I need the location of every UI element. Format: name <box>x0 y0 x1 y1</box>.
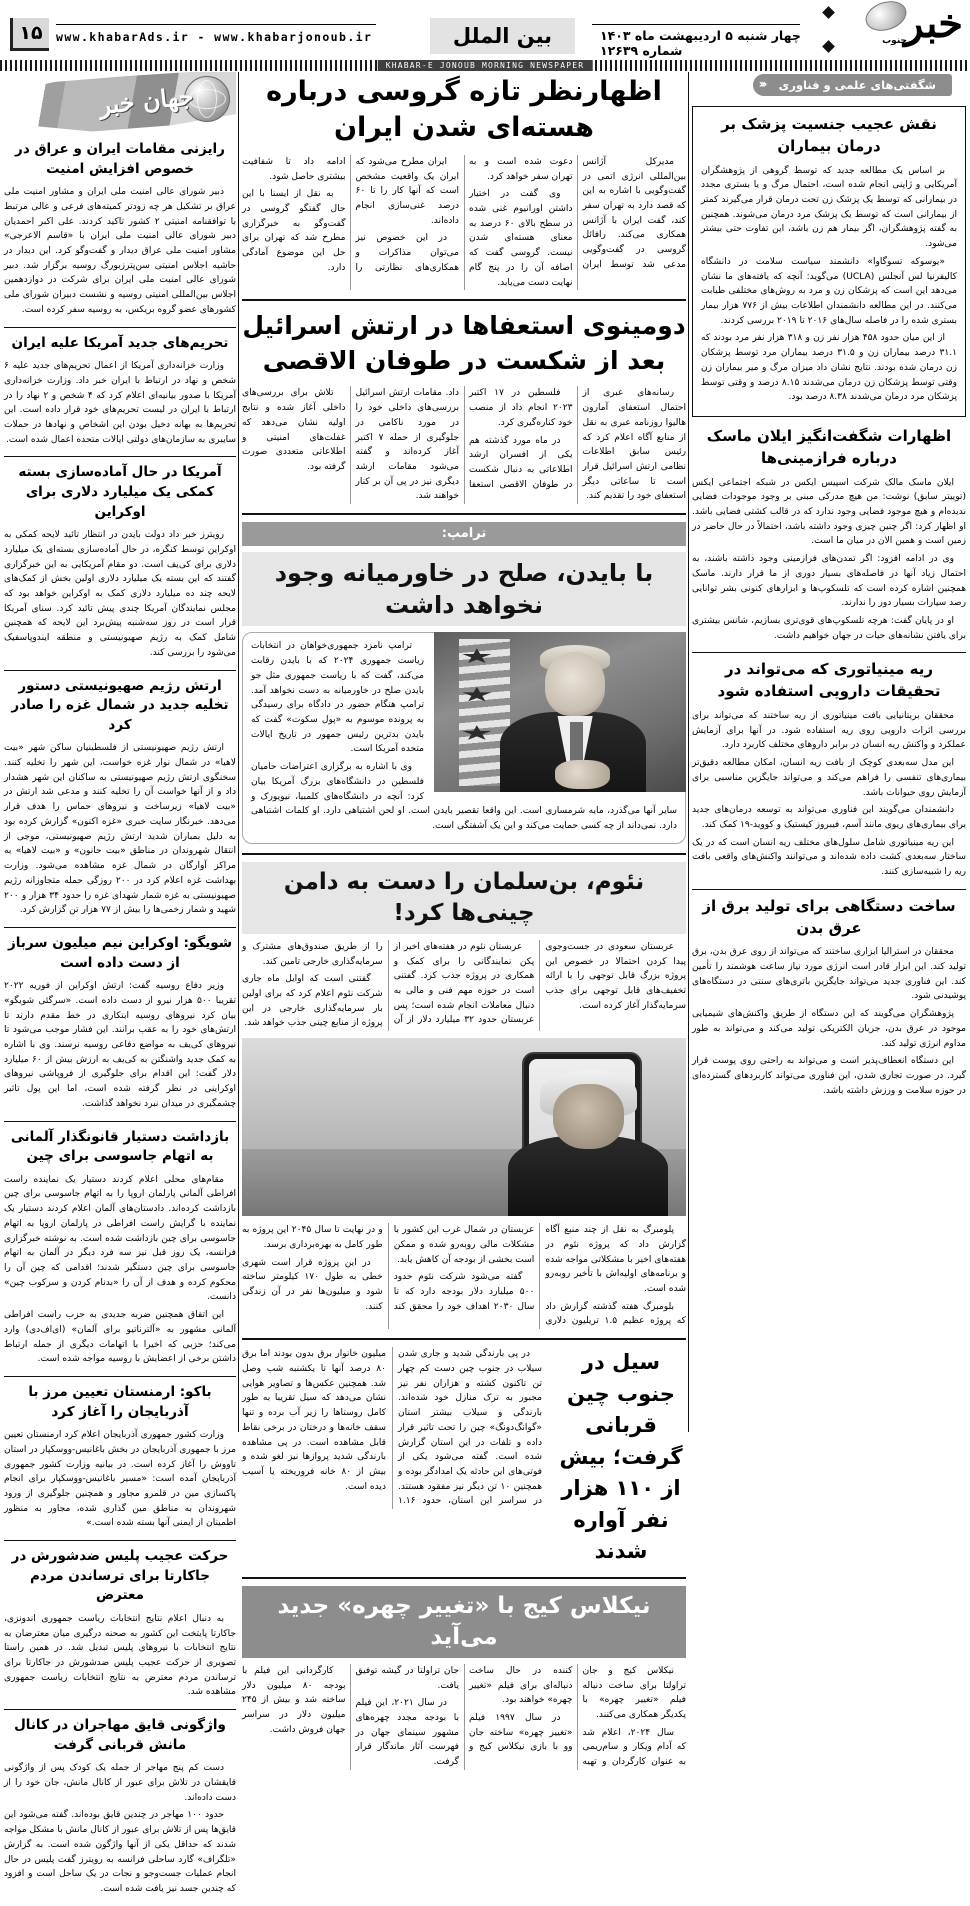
banner-title: جهان خبر <box>98 81 196 120</box>
article-body <box>242 386 686 504</box>
article-body <box>692 945 966 1098</box>
article-headline: دومینوی استعفاها در ارتش اسرائیل بعد از شکست در طوفان الاقصی <box>242 311 686 376</box>
article <box>4 1383 236 1531</box>
paragraph: به نقل از ایسنا با این حال گفتگو گروسی در گفت‌وگو به خبرگزاری مطرح شد که تهران برای حل این موضوع آمادگی دارد. <box>242 189 346 273</box>
newspaper-logo <box>820 2 965 58</box>
paragraph: فلسطین در ۱۷ اکتبر ۲۰۲۳ انجام داد از منصب خود کناره‌گیری کرد. <box>469 388 573 428</box>
cage-article <box>242 1586 686 1770</box>
globe-icon <box>862 0 911 36</box>
paragraph: رویترز خبر داد دولت بایدن در انتظار تائید لایحه کمکی به اوکراین توسط کنگره، در حال آماده‌سازی بسته‌ای یک میلیارد دلاری برای کی‌یف است. دو مقام آمریکایی به این خبرگزاری گفتند که این بسته یک میلیارد دلاری اولین بخش از کمک‌های لایحه چند ده میلیارد دلاری کمک به اوکراین خواهد بود که مجلس نمایندگان آمریکا چندی پیش تائید کرد. سنای آمریکا قرار است در روز سه‌شنبه پیش‌برد این لایحه که همچنین شامل کمک به رژیم صهیونیستی و منطقه ایندوپاسفیک می‌شود را بررسی کند. <box>4 530 236 658</box>
article-body <box>4 528 236 660</box>
diamond-icon <box>822 6 835 19</box>
paragraph: این ریه مینیاتوری شامل سلول‌های مختلف ریه انسان است که در یک ساختار سه‌بعدی کشت داده شده‌اند و می‌توانند واکنش‌های واقعی بافت ریه را شبیه‌سازی کنند. <box>692 837 966 878</box>
website-urls[interactable]: www.khabarAds.ir - www.khabarjonoub.ir <box>56 30 373 44</box>
paragraph: گفتنی است که اوایل ماه جاری شرکت نئوم اعلام کرد که برای اولین بار سرمایه‌گذاری خارجی در این پروژه از منابع چینی جذب خواهد شد. <box>242 974 383 1029</box>
paragraph: دست کم پنج مهاجر از جمله یک کودک پس از واژگونی قایقشان در تلاش برای عبور از کانال مانش، جان خود را از دست داده‌اند. <box>4 1763 236 1803</box>
divider <box>242 1577 686 1579</box>
article-headline: تحریم‌های جدید آمریکا علیه ایران <box>11 334 229 351</box>
science-section-header <box>692 72 966 102</box>
article-headline: ارتش رژیم صهیونیستی دستور تخلیه جدید در شمال غزه را صادر کرد <box>11 677 229 733</box>
paragraph: دانشمندان می‌گویند این فناوری می‌تواند به توسعه درمان‌های جدید برای بیماری‌های ریوی مانند آسم، فیبروز کیستیک و کووید-۱۹ کمک کند. <box>692 805 966 830</box>
article <box>4 463 236 660</box>
neom-article <box>242 862 686 1329</box>
article <box>4 1547 236 1700</box>
trump-article <box>242 522 686 844</box>
article <box>692 426 966 643</box>
article-body-bottom <box>242 1223 686 1329</box>
divider <box>4 1709 236 1710</box>
right-column <box>692 72 966 1108</box>
divider <box>4 1376 236 1377</box>
article <box>4 677 236 918</box>
divider <box>4 456 236 457</box>
chevron-left-icon: ‹‹‹ <box>758 77 765 91</box>
diamond-icon <box>822 40 835 53</box>
article-body <box>4 979 236 1111</box>
lead-headline: اظهارنظر تازه گروسی درباره هسته‌ای شدن ایران <box>266 76 662 144</box>
article-body <box>4 741 236 918</box>
article-headline: آمریکا در حال آماده‌سازی بسته کمکی یک میلیارد دلاری برای اوکراین <box>18 464 222 520</box>
flood-body-wrap <box>242 1347 542 1509</box>
divider <box>4 1121 236 1122</box>
paragraph: این مدل سه‌بعدی کوچک از بافت ریه انسان، امکان مطالعه دقیق‌تر بیماری‌های تنفسی را فراهم می‌کند و می‌تواند جایگزین مناسبی برای آزمایش روی حیوانات باشد. <box>692 758 966 798</box>
paragraph: وزیر دفاع روسیه گفت: ارتش اوکراین از فوریه ۲۰۲۲ تقریبا ۵۰۰ هزار نیرو از دست داده است. «سرگئی شویگو» بیان کرد نیروهای روسیه ابتکاری در خط مقدم دارند تا ارتش‌های خود را به عقب برانند. این فشار موجب می‌شود تا نیروهای کی‌یف به مواضع دفاعی روسیه نرسند. وی با اشاره به کمک جدید واشنگتن به کی‌یف به ارزش بیش از ۶۰ میلیارد دلار گفت: این اقدام برای جلوگیری از فروپاشی نیروهای اوکراینی در نظر گرفته شده است، اما این پول تاثیر چشمگیری در میدان نبرد نخواهد گذاشت. <box>4 981 236 1109</box>
paragraph: ترامپ نامزد جمهوری‌خواهان در انتخابات ریاست جمهوری ۲۰۲۴ که با بایدن رقابت می‌کند، گفت که با ریاست جمهوری مثل جو بایدن صلح در خاورمیانه به دست نخواهد آمد. ترامپ هنگام حضور در دادگاه برای رسیدگی به پرونده موسوم به «پول سکوت» گفت که بایدن بدترین رئیس جمهور در تاریخ ایالات متحده آمریکا است. <box>251 641 424 755</box>
article-body <box>242 1347 542 1509</box>
paragraph: پلومبرگ به نقل از چند منبع آگاه گزارش داد که پروژه نئوم در هفته‌های اخیر با مشکلاتی مواجه شده و برنامه‌های اولیه‌اش با تأخیر روبه‌رو شده است. <box>545 1225 686 1295</box>
article-body <box>4 359 236 447</box>
article <box>4 140 236 318</box>
divider <box>242 513 686 515</box>
divider <box>242 299 686 301</box>
paragraph: وزارت کشور جمهوری آذربایجان اعلام کرد ارمنستان تعیین مرز با جمهوری آذربایجان در بخش باغانیس-ووسکپار در استان تاووش را آغاز کرده است. در بیانیه وزارت کشور جمهوری آذربایجان آمده است: «مسیر باغانیس-ووسکپار برای انجام پاکسازی مین در قلمرو مجاور و همچنین جلوگیری از ورود شهروندان به مناطق مین گذاری شده، مجاور به منظور اطمینان از ایمنی آنها بسته شده است.» <box>4 1430 236 1529</box>
paragraph: در سال ۱۹۹۷ فیلم «تغییر چهره» ساخته جان وو با بازی نیکلاس کیج و جان تراولتا در گیشه توفیق یافت. <box>355 1665 573 1753</box>
paragraph: ایلان ماسک مالک شرکت اسپیس ایکس در شبکه اجتماعی ایکس (توییتر سابق) نوشت: من هیچ مدرکی مبنی بر وجود موجودات فضایی ندیده‌ام و هیچ موجود فضایی وجود ندارد که در قالب کشتی فضایی باشد. او اظهار کرد: اگر چنین چیزی وجود داشته باشد، احتمالاً در حال حاضر در زمین است و همین الان در میان ما است. <box>692 477 966 547</box>
divider <box>692 889 966 890</box>
article-headline: ساخت دستگاهی برای تولید برق از عرق بدن <box>702 896 956 937</box>
paragraph: محققان در استرالیا ابزاری ساختند که می‌تواند از روی عرق بدن، برق تولید کند. این ابزار قادر است انرژی مورد نیاز ساعت هوشمند را تأمین کند. این فناوری جدید می‌تواند جایگزین باتری‌های سنتی در دستگاه‌های پوشیدنی شود. <box>692 947 966 1002</box>
article-headline: رایزنی مقامات ایران و عراق در خصوص افزایش امنیت <box>15 141 225 177</box>
article-headline: نقش عجیب جنسیت پزشک بر درمان بیماران <box>721 115 937 155</box>
trump-photo <box>434 632 686 792</box>
article-body <box>692 709 966 880</box>
issue-date-line: چهار شنبه ۵ اردیبهشت ماه ۱۴۰۳ شماره ۱۲۶۳۹ <box>600 28 801 58</box>
face-shape <box>545 652 605 716</box>
paragraph: پژوهشگران می‌گویند که این دستگاه از طریق واکنش‌های شیمیایی موجود در عرق بدن، جریان الکتریکی تولید می‌کند و می‌تواند به طور مداوم انرژی تولید کند. <box>692 1009 966 1049</box>
article-kicker: ترامپ: <box>242 522 686 546</box>
paragraph: در این خصوص نیز می‌توان مذاکرات و همکاری‌های نظارتی را ادامه داد تا شفافیت بیشتری حاصل شود. <box>242 156 459 273</box>
paragraph: وی با اشاره به برگزاری اعتراضات حامیان فلسطین در دانشگاه‌های بزرگ آمریکا بیان کرد: آنچه در دانشگاه‌های کلمبیا، نیویورک و سایر آنها می‌گذرد، مایه شرمساری است. این واقعا تقصیر بایدن است. او لحن اشتباهی دارد. او کلمات اشتباهی دارد. نمی‌داند از چه کسی حمایت می‌کند و این یک آشفتگی است. <box>251 762 677 832</box>
article <box>692 659 966 879</box>
article-headline: واژگونی قایق مهاجران در کانال مانش قربانی گرفت <box>14 1717 226 1753</box>
article-headline: نئوم، بن‌سلمان را دست به دامن چینی‌ها کرد! <box>242 862 686 934</box>
paragraph: در پی بارندگی شدید و جاری شدن سیلاب در جنوب چین دست کم چهار تن تاکنون کشته و هزاران نفر نیز مجبور به ترک منازل خود شده‌اند. بارندگی و سیلاب بیشتر استان «گوانگ‌دونگ» چین را تحت تاثیر قرار داده و تلفات در این استان گزارش شده است. گفته می‌شود یکی از فوتی‌های این حادثه یک امدادگر بوده و همچنین ۱۰ تن دیگر نیز مفقود هستند. در سراسر این استان، حدود ۱.۱۶ میلیون خانوار برق بدون بودند اما برق ۸۰ درصد آنها تا یکشنبه شب وصل شد. همچنین عکس‌ها و تصاویر هوایی نشان می‌دهد که سیل تقریبا به طور کامل روستاها را زیر آب برده و تنها سقف خانه‌ها و درختان در برخی نقاط قابل مشاهده است. در پی مشاهده بارندگی شدید پروازها نیز لغو شده و بیش از ۸۰ خانه فروریخته یا آسیب دیده است. <box>242 1349 542 1507</box>
masthead-rule-right <box>592 24 800 25</box>
article-headline: با بایدن، صلح در خاورمیانه وجود نخواهد داشت <box>242 552 686 627</box>
paragraph: به دنبال اعلام نتایج انتخابات ریاست جمهوری اندونزی، جاکارتا پایتخت این کشور به صحنه درگیری میان معترضان به نتایج انتخابات با نیروهای پلیس تبدیل شد. در همین راستا تصویری از حرکت عجیب پلیس ضدشورش در جاکارتا برای ترساندن مردم معترض به نتایج انتخابات ریاست جمهوری مشاهده شد. <box>4 1613 236 1698</box>
paragraph: وی در ادامه افزود: اگر تمدن‌های فرازمینی وجود داشته باشند، به احتمال زیاد آنها در فاصله‌های بسیار دوری از ما قرار دارند. ماسک همچنین اشاره کرده است که تلسکوپ‌ها و ابزارهای کنونی بشر توانایی رصد سیارات بسیار دور را ندارند. <box>692 554 966 609</box>
paragraph: محققان بریتانیایی بافت مینیاتوری از ریه ساختند که می‌تواند برای بررسی اثرات دارویی روی ریه استفاده شود. در آنها برای آزمایش عملکرد و واکنش ریه انسان در برابر داروهای مختلف کاربرد دارد. <box>692 710 966 751</box>
logo-subtitle: جنوب <box>882 36 907 46</box>
mbs-photo <box>242 1038 686 1216</box>
section-chip <box>753 74 952 96</box>
section-title: بین الملل <box>430 18 575 54</box>
masthead <box>0 0 970 62</box>
paragraph: گفته می‌شود شرکت نئوم حدود ۵۰۰ میلیارد دلار بودجه دارد که تا سال ۲۰۳۰ اهداف خود را محقق کند و در نهایت تا سال ۲۰۴۵ این پروژه به طور کامل به بهره‌برداری برسد. <box>242 1225 535 1312</box>
paragraph: عربستان سعودی در جست‌وجوی پیدا کردن احتمالا در خصوص این پروژه بزرگ قابل توجهی را با ارائه تخفیف‌های قابل توجهی برای جذب سرمایه‌گذار آغاز کرده است. <box>545 941 686 1011</box>
divider <box>242 853 686 855</box>
flood-article <box>242 1347 686 1568</box>
divider <box>242 1338 686 1340</box>
logo-wordmark: خبر <box>904 0 963 47</box>
article <box>4 1128 236 1367</box>
article-headline: باکو: ارمنستان تعیین مرز با آذربایجان را آغاز کرد <box>28 1384 212 1420</box>
divider <box>4 927 236 928</box>
paragraph: ارتش رژیم صهیونیستی از فلسطینیان ساکن شهر «بیت لاهیا» در شمال نوار غزه خواست، این شهر را تخلیه کنند. سخنگوی ارتش رژیم صهیونیستی به ساکنان این شهر هشدار داد و از آنها خواست آن را تخلیه کنند و مدعی شد ارتش در «بیت لاهیا» زیرساخت و نیروهای حماس را هدف قرار می‌دهد. خبرنگار سایت خبری «غزه اکنون» گزارش کرده بود به دلیل بمباران شدید ارتش رژیم صهیونیستی، موجی از انتقال شهروندان در مناطق «بیت حانون» و «بیت لاهیا» به مراکز آوارگان در شمال غزه مشاهده می‌شود. وزارت بهداشت غزه اعلام کرد در ۲۰۰ روزگی حمله متجاوزانه رژیم صهیونیستی به غزه شمار شهدای غزه را حدود ۳۴ هزار و ۲۰۰ شهید و شمار زخمی‌ها را بیش از ۷۷ هزار تن گزارش کرد. <box>4 743 237 916</box>
article-headline: بازداشت دستیار قانونگذار آلمانی به اتهام جاسوسی برای چین <box>10 1128 230 1165</box>
section-chip-label: شگفتی‌های علمی و فناوری <box>778 78 936 92</box>
article <box>4 934 236 1112</box>
face-shape <box>553 1084 624 1148</box>
divider <box>4 327 236 328</box>
left-column <box>4 72 236 1906</box>
middle-column <box>242 72 686 1779</box>
divider <box>692 652 966 653</box>
article-headline: نیکلاس کیج با «تغییر چهره» جدید می‌آید <box>242 1586 686 1658</box>
article-body <box>4 1428 236 1531</box>
world-news-banner <box>4 72 236 134</box>
paragraph: بر اساس یک مطالعه جدید که توسط گروهی از پژوهشگران آمریکایی و ژاپنی انجام شده است، احتمال مرگ و یا بستری مجدد در بیمارانی که توسط یک پزشک زن تحت درمان قرار می‌گیرند کمتر از بیمارانی است که توسط یک پزشک مرد درمان می‌شوند. همچنین به گفته پژوهشگران، اگر بیمار هم زن باشد، این تفاوت حتی بیشتر می‌شود. <box>701 165 957 250</box>
article-body <box>4 1173 236 1367</box>
article-headline: اظهارات شگفت‌انگیز ایلان ماسک درباره فرازمینی‌ها <box>706 427 952 467</box>
paragraph: از این میان حدود ۴۵۸ هزار نفر زن و ۳۱۸ هزار نفر مرد بودند که ۳۱.۱ درصد بیماران زن و ۳۱.۵ درصد بیماران مرد توسط پزشکان زن درمان شده بودند. نتایج نشان داد میزان مرگ و میر بیماران زن وقتی توسط پزشکان زن درمان می‌شدند ۸.۱۵ درصد و وقتی توسط پزشکان مرد درمان می‌شدند ۸.۳۸ درصد بود. <box>701 333 957 403</box>
article-headline: حرکت عجیب پلیس ضدشورش در جاکارتا برای ترساندن مردم معترض <box>11 1548 229 1604</box>
article <box>4 1716 236 1897</box>
page-number: ۱۵ <box>10 18 49 51</box>
paragraph: «یوسوکه تسوگاوا» دانشمند سیاست سلامت در دانشگاه کالیفرنیا لس آنجلس (UCLA) می‌گوید: آنچه که یافته‌های ما نشان می‌دهد این است که پزشکان زن و مرد به روش‌های مختلفی طبابت می‌کنند. در این مطالعه دانشمندان اطلاعات بیش از ۷۷۶ هزار بیمار بستری شده را در فاصله سال‌های ۲۰۱۶ تا ۲۰۱۹ بررسی کردند. <box>701 256 957 326</box>
article-body <box>242 1664 686 1770</box>
article-headline: شویگو: اوکراین نیم میلیون سرباز از دست داده است <box>7 934 233 971</box>
paragraph: وی گفت در اختیار داشتن اورانیوم غنی شده در سطح بالای ۶۰ درصد به معنای هسته‌ای شدن نیست. گروسی گفت که اصافه آن را در پنج گام نهایت دست می‌یابد. <box>469 189 573 288</box>
article <box>692 106 966 417</box>
paragraph: دبیر شورای عالی امنیت ملی ایران و مشاور امنیت ملی عراق بر تشکیل هر چه زودتر کمیته‌های فرعی و عالی مرتبط با توافقنامه امنیتی ۲ کشور تاکید کردند. علی اکبر احمدیان دبیر شورای عالی امنیت ملی ایران با «قاسم الاعرجی» مشاور امنیت ملی عراق دیدار و گفت‌وگو کرد. این دیدار در حاشیه اجلاس امنیتی سن‌پترزبورگ روسیه برگزار شد. دبیر شورای عالی امنیت ملی ایران برای شرکت در دوازدهمین اجلاس بین‌المللی امنیتی روسیه و نشست دبیران شورای ملی کشورهای عضو گروه بریکس، به روسیه سفر کرده است. <box>4 187 236 315</box>
article <box>692 896 966 1099</box>
article-body <box>4 185 236 317</box>
lead-article <box>242 74 686 290</box>
paragraph: نیکلاس کیج و جان تراولتا برای ساخت دنباله فیلم «تغییر چهره» با یکدیگر همکاری می‌کنند. <box>582 1665 686 1720</box>
paragraph: کارگردانی این فیلم با بودجه ۸۰ میلیون دلار ساخته شد و بیش از ۲۴۵ میلیون دلار در سراسر جهان فروش داشت. <box>242 1665 346 1735</box>
article-headline: سیل در جنوب چین قربانی گرفت؛ بیش از ۱۱۰ هزار نفر آواره شدند <box>559 1350 683 1564</box>
paragraph: عربستان نئوم در هفته‌های اخیر از پکن نمایندگانی را برای کمک و همکاری در پروژه جذب کرد. گفتنی است در حوزه مهم فنی و مالی به دنبال معاملات انجام شده است؛ پس عربستان حدود ۳۲ میلیارد دلار از آن را از طریق صندوق‌های مشترک و سرمایه‌گذاری خارجی تامین کند. <box>242 941 535 1026</box>
decorative-dot-band <box>0 60 970 71</box>
paragraph: ایران مطرح می‌شود که ایران یک واقعیت مشخص است که آنها کار را تا ۶۰ درصد غنی‌سازی انجام داده‌اند. <box>355 156 459 226</box>
paragraph: در سال ۲۰۲۱، این فیلم با بودجه مجدد چهره‌های مشهور سینمای جهان در فهرست آثار ماندگار قرار گرفت. <box>355 1698 459 1768</box>
paragraph: مدیرکل آژانس بین‌المللی انرژی اتمی در گفت‌وگویی با اشاره به این که قصد دارد به تهران سفر کند، گفت ایران با آژانس همکاری می‌کند. رافائل گروسی در گفت‌وگویی مدعی شد توسط ایران دعوت شده است و به تهران سفر خواهد کرد. <box>469 156 686 270</box>
article-body <box>701 164 957 406</box>
masthead-rule-left <box>56 24 376 25</box>
paragraph: سال ۲۰۲۴، اعلام شد که آدام ویکار و سام‌ریمی به عنوان کارگردان و تهیه کننده در حال ساخت دنباله‌ای برای فیلم «تغییر چهره» خواهند بود. <box>469 1665 686 1768</box>
paragraph: در ماه مورد گذشته هم یکی از افسران ارشد اطلاعاتی به دنبال شکست در طوفان الاقصی استعفا داد. مقامات ارتش اسرائیل بررسی‌های داخلی خود را در مورد ناکامی در جلوگیری از حمله ۷ اکتبر آغاز کرده‌اند و گفته می‌شود مقامات ارشد دیگری نیز در پی آن بر کنار خواهند شد. <box>355 388 573 502</box>
paragraph: این دستگاه انعطاف‌پذیر است و می‌تواند به راحتی روی پوست قرار گیرد. در صورت تجاری شدن، این فناوری می‌تواند کاربردهای گسترده‌ای در حوزه سلامت و ورزش داشته باشد. <box>692 1056 966 1096</box>
article <box>4 334 236 448</box>
column-separator <box>238 72 239 1432</box>
page-body <box>0 72 970 1895</box>
article-body <box>692 476 966 644</box>
paragraph: او در پایان گفت: هرچه تلسکوپ‌های قوی‌تری بسازیم، شانس بیشتری برای یافتن نشانه‌های حیات در جهان خواهیم داشت. <box>692 615 966 641</box>
article-body <box>4 1612 236 1700</box>
paragraph: مقام‌های محلی اعلام کردند دستیار یک نماینده راست افراطی آلمانی پارلمان اروپا را به اتهام جاسوسی برای چین بازداشت کرده‌اند. دادستان‌های آلمان اعلام کردند دستیار یک نماینده با گرایش راست افراطی در پارلمان اروپا به اتهام جاسوسی برای چین بازداشت شده است. به نوشته خبرگزاری فرانسه، یک روز قبل نیز سه فرد دیگر در آلمان به اتهام جاسوسی برای چین دستگیر شدند؛ اقدامی که چین آن را محکوم کرده و هدف از آن را «بدنام کردن و سرکوب چین» دانست. <box>4 1174 236 1303</box>
paragraph: تلاش برای بررسی‌های داخلی آغاز شده و نتایج اولیه نشان می‌دهد که غفلت‌های امنیتی و اطلاعاتی متعددی صورت گرفته بود. <box>242 388 346 472</box>
paragraph: این اتفاق همچنین ضربه جدیدی به حزب راست افراطی آلمانی مشهور به «آلترناتیو برای آلمان» (ای‌اف‌دی) وارد می‌کند؛ حزبی که اخیرا با اتهامات دیگری از جمله ارتباط داشتن برخی از اعضایش با روسیه مواجه شده است. <box>4 1310 236 1365</box>
paragraph: بلومبرگ هفته گذشته گزارش داد که پروژه عظیم ۱.۵ تریلیون دلاری عربستان در شمال غرب این کشور با مشکلات مالی روبه‌رو شده و ممکن است بخشی از بودجه آن کاهش یابد. <box>393 1225 686 1327</box>
article-body <box>4 1761 236 1896</box>
paragraph: وزارت خزانه‌داری آمریکا از اعمال تحریم‌های جدید علیه ۶ شخص و نهاد در ارتباط با ایران خبر داد. وزارت خزانه‌داری آمریکا با صدور بیانیه‌ای اعلام کرد که ۴ شخص و ۲ نهاد را در ارتباط با ایران در لیست تحریم‌های خود قرار داده است. این تحریم‌ها به بهانه دخیل بودن این اشخاص و نهادها در حملات سایبری به سازمان‌های دولتی ایالات متحده اعمال شده است. <box>4 361 236 445</box>
column-separator <box>688 72 689 1432</box>
lead-body <box>242 155 686 290</box>
divider <box>4 1540 236 1541</box>
paragraph: در این پروژه قرار است شهری خطی به طول ۱۷۰ کیلومتر ساخته شود و میلیون‌ها نفر در آن زندگی کنند. <box>242 1257 383 1312</box>
divider <box>4 670 236 671</box>
article-headline: ریه مینیاتوری که می‌تواند در تحقیقات دارویی استفاده شود <box>717 660 941 701</box>
english-paper-name: KHABAR-E JONOUB MORNING NEWSPAPER <box>378 60 593 71</box>
hands-shape <box>555 760 610 789</box>
paragraph: رسانه‌های عبری از احتمال استعفای آمارون هالیوا روزنامه عبری به نقل از منابع آگاه اعلام کرد که رئیس سابق اطلاعات نظامی ارتش اسرائیل قرار است تا ساعاتی دیگر استعفای خود را تقدیم کند. <box>582 388 686 502</box>
article-body-top <box>242 940 686 1031</box>
israel-article <box>242 308 686 504</box>
paragraph: حدود ۱۰۰ مهاجر در چندین قایق بوده‌اند. گفته می‌شود این قایق‌ها پس از تلاش برای عبور از کانال مانش با مشکل مواجه شدند که حداقل یکی از آنها واژگون شده است. به گزارش «تلگراف» گارد ساحلی فرانسه به رویترز گفت پلیس در حال انجام عملیات جست‌وجو و نجات در یک ساحل است و افزود که چندین جسد نیز یافت شده است. <box>4 1810 236 1895</box>
